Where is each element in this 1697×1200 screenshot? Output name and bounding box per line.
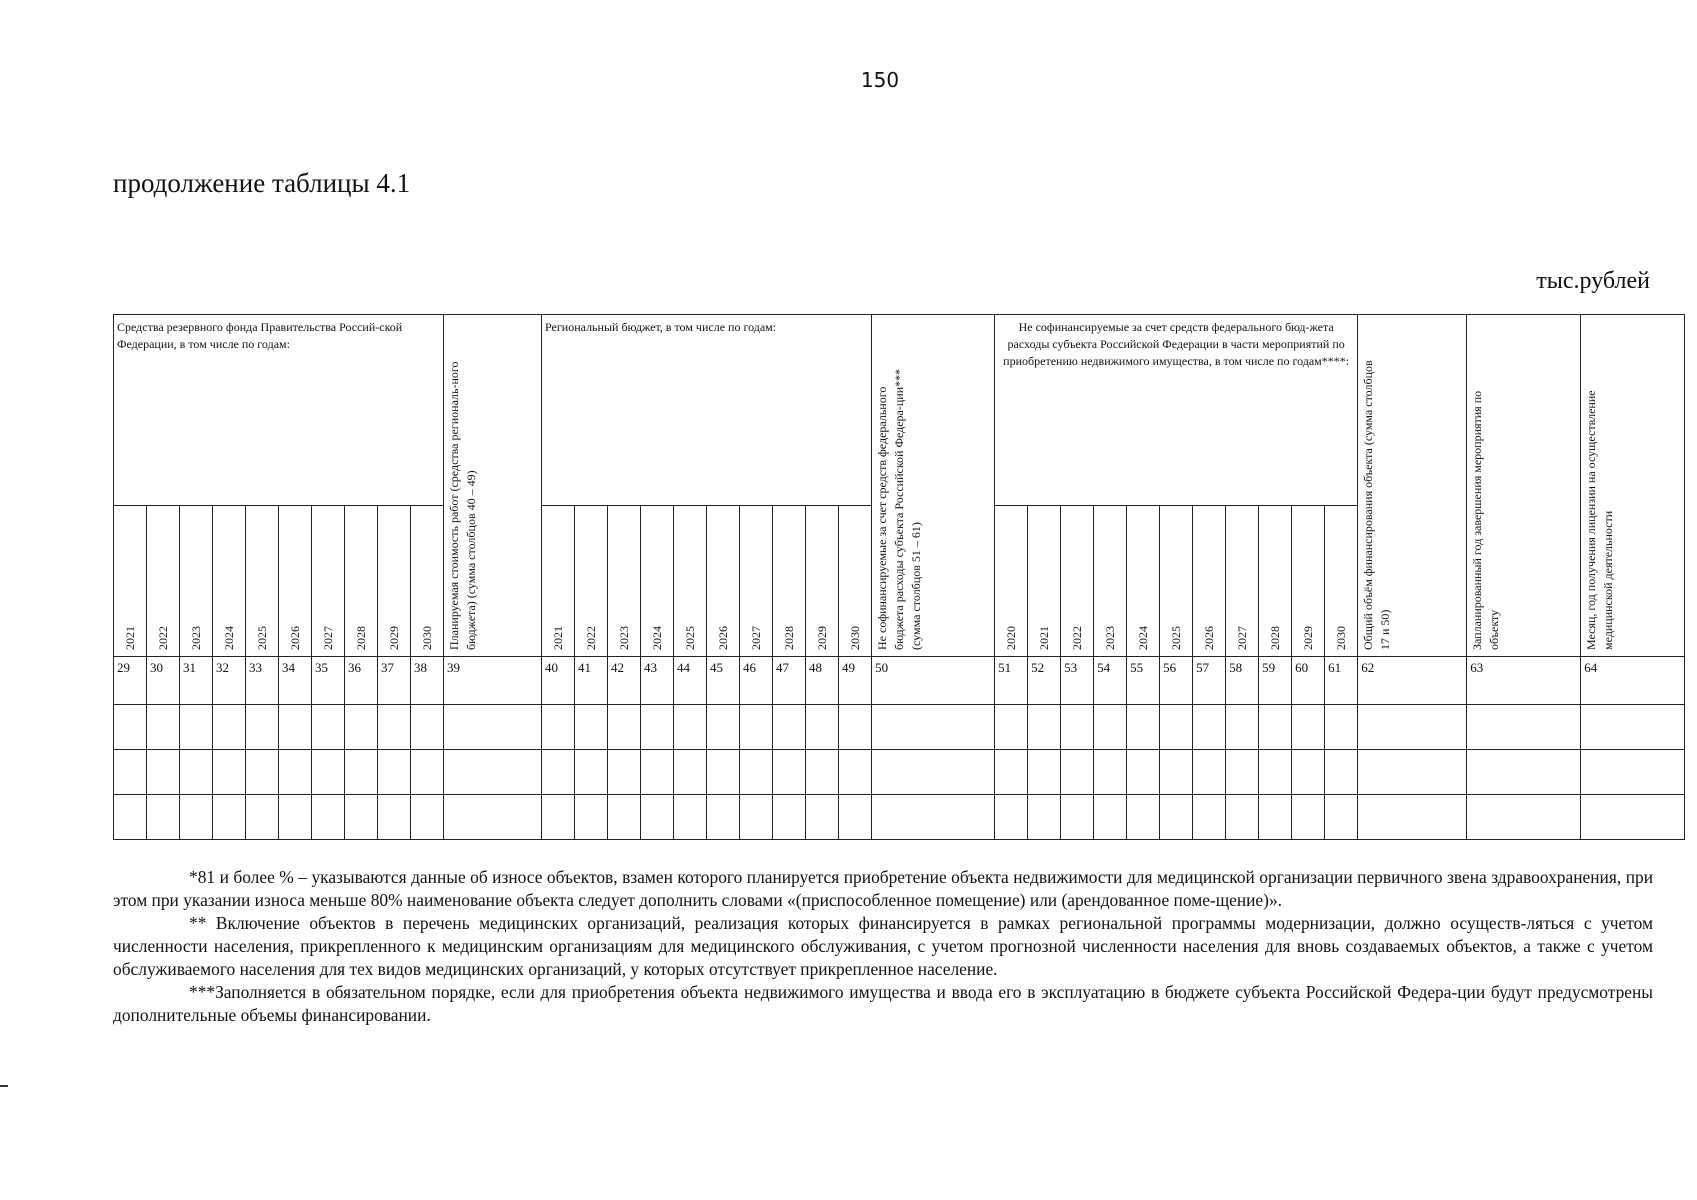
table-cell [1467, 750, 1581, 795]
not-cofinanced-year-label: 2025 [1168, 626, 1183, 650]
table-cell [1061, 750, 1094, 795]
table-cell [1094, 795, 1127, 840]
column-number-cell: 51 [995, 657, 1028, 705]
table-cell [180, 750, 213, 795]
column-number-cell: 55 [1127, 657, 1160, 705]
reserve-year-cell [246, 506, 279, 657]
column-number-cell: 42 [608, 657, 641, 705]
table-cell [1193, 750, 1226, 795]
not-cofinanced-year-cell [1259, 506, 1292, 657]
table-cell [839, 750, 872, 795]
not-cofinanced-year-cell [1325, 506, 1358, 657]
regional-year-cell [542, 506, 575, 657]
table-cell [1028, 750, 1061, 795]
table-cell [246, 705, 279, 750]
reserve-year-cell [279, 506, 312, 657]
page-number: 150 [860, 68, 900, 92]
table-cell [246, 750, 279, 795]
table-cell [707, 705, 740, 750]
not-cofinanced-year-label: 2026 [1201, 626, 1216, 650]
not-cofinanced-year-label: 2021 [1036, 626, 1051, 650]
table-cell [542, 750, 575, 795]
not-cofinanced-year-label: 2024 [1135, 626, 1150, 650]
completion-year-header-text: Запланированный год завершения мероприятия по объекту [1470, 390, 1502, 650]
table-cell [1358, 750, 1467, 795]
table-cell [1259, 705, 1292, 750]
column-number-cell: 58 [1226, 657, 1259, 705]
table-cell [1193, 705, 1226, 750]
column-number-cell: 47 [773, 657, 806, 705]
column-number-cell: 59 [1259, 657, 1292, 705]
column-number-cell: 38 [411, 657, 444, 705]
column-number-cell: 35 [312, 657, 345, 705]
column-number-cell: 56 [1160, 657, 1193, 705]
table-cell [1292, 705, 1325, 750]
regional-year-cell [806, 506, 839, 657]
table-cell [213, 750, 246, 795]
reserve-year-cell [114, 506, 147, 657]
reserve-year-cell [312, 506, 345, 657]
table-cell [213, 705, 246, 750]
table-cell [1325, 705, 1358, 750]
table-cell [1061, 705, 1094, 750]
column-number-cell: 31 [180, 657, 213, 705]
table-cell [575, 795, 608, 840]
not-cofinanced-year-label: 2030 [1333, 626, 1348, 650]
license-header [1581, 315, 1685, 657]
table-cell [147, 705, 180, 750]
reserve-year-label: 2029 [386, 626, 401, 650]
table-cell [279, 705, 312, 750]
table-cell [872, 705, 995, 750]
table-cell [872, 795, 995, 840]
table-cell [1581, 795, 1685, 840]
table-row [114, 795, 1685, 840]
table-cell [995, 750, 1028, 795]
table-cell [411, 705, 444, 750]
table-cell [773, 750, 806, 795]
table-cell [1358, 705, 1467, 750]
table-cell [1259, 750, 1292, 795]
table-cell [1160, 750, 1193, 795]
table-cell [707, 750, 740, 795]
column-number-cell: 50 [872, 657, 995, 705]
table-row [114, 750, 1685, 795]
table-cell [1094, 750, 1127, 795]
table-row [114, 705, 1685, 750]
not-cofinanced-total-header-text: Не софинансируемые за счет средств федерального бюджета расходы субъекта Российской Федера-ции*** (сумма столбцов 51 – 61) [875, 368, 924, 650]
column-number-cell: 52 [1028, 657, 1061, 705]
regional-year-label: 2029 [814, 626, 829, 650]
regional-budget-header [542, 315, 872, 506]
table-cell [444, 750, 542, 795]
not-cofinanced-year-label: 2020 [1003, 626, 1018, 650]
table-cell [839, 795, 872, 840]
table-cell [1292, 750, 1325, 795]
column-number-cell: 64 [1581, 657, 1685, 705]
column-number-cell: 30 [147, 657, 180, 705]
not-cofinanced-year-cell [1028, 506, 1061, 657]
column-number-cell: 37 [378, 657, 411, 705]
table-cell [345, 795, 378, 840]
not-cofinanced-year-label: 2027 [1234, 626, 1249, 650]
reserve-year-label: 2024 [221, 626, 236, 650]
column-number-cell: 34 [279, 657, 312, 705]
table-cell [279, 795, 312, 840]
not-cofinanced-years-header [995, 315, 1358, 506]
not-cofinanced-year-cell [1127, 506, 1160, 657]
not-cofinanced-year-label: 2022 [1069, 626, 1084, 650]
table-cell [608, 705, 641, 750]
reserve-year-cell [213, 506, 246, 657]
not-cofinanced-years-header-text: Не софинансируемые за счет средств федерального бюд-жета расходы субъекта Российской Федерации в части мероприятий по приобретению недвижимого имущества, в том числе по годам****: [1003, 320, 1350, 368]
table-cell [279, 750, 312, 795]
table-cell [674, 795, 707, 840]
reserve-year-label: 2030 [419, 626, 434, 650]
regional-year-cell [575, 506, 608, 657]
column-number-cell: 40 [542, 657, 575, 705]
table-cell [1259, 795, 1292, 840]
table-cell [378, 705, 411, 750]
units-label: тыс.рублей [1536, 268, 1650, 294]
table-cell [707, 795, 740, 840]
table-cell [1226, 795, 1259, 840]
table-cell [1127, 750, 1160, 795]
table-cell [444, 795, 542, 840]
table-cell [1127, 705, 1160, 750]
regional-year-label: 2024 [649, 626, 664, 650]
table-cell [1226, 750, 1259, 795]
table-cell [773, 705, 806, 750]
regional-year-cell [839, 506, 872, 657]
regional-year-label: 2022 [583, 626, 598, 650]
column-number-cell: 46 [740, 657, 773, 705]
regional-year-label: 2027 [748, 626, 763, 650]
reserve-year-label: 2025 [254, 626, 269, 650]
table-cell [345, 705, 378, 750]
table-cell [674, 705, 707, 750]
column-number-cell: 60 [1292, 657, 1325, 705]
regional-year-cell [740, 506, 773, 657]
column-number-cell: 57 [1193, 657, 1226, 705]
table-cell [839, 705, 872, 750]
footnote-1: *81 и более % – указываются данные об износе объектов, взамен которого планируется приобретение объекта недвижимости для медицинской организации первичного звена здравоохранения, при этом при указании износа меньше 80% наименование объекта следует дополнить словами «(приспособленное помещение) или (арендованное поме-щение)». [113, 867, 1653, 910]
table-cell [1127, 795, 1160, 840]
table-cell [213, 795, 246, 840]
regional-year-label: 2025 [682, 626, 697, 650]
table-cell [542, 795, 575, 840]
license-header-text: Месяц, год получения лицензии на осуществление медицинской деятельности [1584, 390, 1616, 650]
regional-year-cell [707, 506, 740, 657]
not-cofinanced-year-cell [1094, 506, 1127, 657]
not-cofinanced-year-label: 2029 [1300, 626, 1315, 650]
table-cell [378, 750, 411, 795]
table-cell [542, 705, 575, 750]
table-cell [1094, 705, 1127, 750]
column-number-cell: 53 [1061, 657, 1094, 705]
reserve-year-cell [345, 506, 378, 657]
regional-year-label: 2023 [616, 626, 631, 650]
not-cofinanced-year-cell [1292, 506, 1325, 657]
table-cell [180, 795, 213, 840]
not-cofinanced-year-cell [995, 506, 1028, 657]
table-cell [806, 795, 839, 840]
table-cell [740, 705, 773, 750]
column-number-cell: 49 [839, 657, 872, 705]
table-cell [641, 750, 674, 795]
reserve-year-cell [411, 506, 444, 657]
regional-year-cell [773, 506, 806, 657]
table-cell [114, 795, 147, 840]
table-cell [1581, 705, 1685, 750]
table-cell [246, 795, 279, 840]
reserve-year-label: 2027 [320, 626, 335, 650]
column-number-cell: 41 [575, 657, 608, 705]
table-cell [1160, 795, 1193, 840]
planned-cost-header-text: Планируемая стоимость работ (средства региональ-ного бюджета) (сумма столбцов 40 – 49) [447, 361, 479, 650]
column-number-cell: 36 [345, 657, 378, 705]
table-cell [147, 795, 180, 840]
column-number-cell: 39 [444, 657, 542, 705]
table-cell [608, 750, 641, 795]
table-cell [1226, 705, 1259, 750]
table-cell [995, 705, 1028, 750]
table-cell [1028, 705, 1061, 750]
table-cell [345, 750, 378, 795]
regional-year-label: 2028 [781, 626, 796, 650]
column-number-cell: 61 [1325, 657, 1358, 705]
column-number-cell: 33 [246, 657, 279, 705]
table-cell [1292, 795, 1325, 840]
column-number-cell: 54 [1094, 657, 1127, 705]
table-cell [1061, 795, 1094, 840]
table-cell [1581, 750, 1685, 795]
table-cell [806, 750, 839, 795]
table-cell [114, 750, 147, 795]
reserve-year-cell [378, 506, 411, 657]
column-number-cell: 29 [114, 657, 147, 705]
table-cell [641, 705, 674, 750]
table-cell [1193, 795, 1226, 840]
reserve-fund-header-text: Средства резервного фонда Правительства Россий-ской Федерации, в том числе по годам: [117, 320, 403, 351]
total-volume-header-text: Общий объём финансирования объекта (сумма столбцов 17 и 50) [1361, 360, 1393, 650]
table-cell [312, 750, 345, 795]
table-caption: продолжение таблицы 4.1 [113, 168, 411, 198]
reserve-year-cell [147, 506, 180, 657]
reserve-year-label: 2021 [122, 626, 137, 650]
regional-year-cell [608, 506, 641, 657]
table-cell [575, 705, 608, 750]
regional-year-cell [674, 506, 707, 657]
table-cell [641, 795, 674, 840]
table-cell [147, 750, 180, 795]
regional-year-cell [641, 506, 674, 657]
reserve-year-label: 2028 [353, 626, 368, 650]
regional-budget-header-text: Региональный бюджет, в том числе по годам: [545, 320, 777, 334]
table-cell [312, 795, 345, 840]
table-cell [608, 795, 641, 840]
table-cell [575, 750, 608, 795]
footnotes [113, 866, 1653, 1027]
margin-mark [0, 1085, 8, 1087]
table-cell [995, 795, 1028, 840]
column-number-cell: 32 [213, 657, 246, 705]
planned-cost-header [444, 315, 542, 657]
completion-year-header [1467, 315, 1581, 657]
not-cofinanced-year-cell [1193, 506, 1226, 657]
not-cofinanced-year-label: 2023 [1102, 626, 1117, 650]
table-cell [1325, 795, 1358, 840]
footnote-2: ** Включение объектов в перечень медицинских организаций, реализация которых финансируется в рамках региональной программы модернизации, должно осуществ-ляться с учетом численности населения, прикрепленного к медицинским организациям для медицинского обслуживания, с учетом прогнозной численности населения для вновь создаваемых объектов, а также с учетом обслуживаемого населения для тех видов медицинских организаций, у которых отсутствует прикрепленное население. [113, 913, 1653, 979]
table-cell [740, 750, 773, 795]
not-cofinanced-year-label: 2028 [1267, 626, 1282, 650]
not-cofinanced-year-cell [1160, 506, 1193, 657]
regional-year-label: 2026 [715, 626, 730, 650]
table-cell [180, 705, 213, 750]
column-number-cell: 44 [674, 657, 707, 705]
total-volume-header [1358, 315, 1467, 657]
financing-table [113, 314, 1685, 840]
table-cell [378, 795, 411, 840]
table-cell [806, 705, 839, 750]
reserve-year-cell [180, 506, 213, 657]
table-cell [411, 795, 444, 840]
table-cell [1467, 795, 1581, 840]
column-number-cell: 63 [1467, 657, 1581, 705]
reserve-year-label: 2026 [287, 626, 302, 650]
table-cell [444, 705, 542, 750]
table-cell [411, 750, 444, 795]
table-cell [740, 795, 773, 840]
table-cell [872, 750, 995, 795]
column-number-cell: 62 [1358, 657, 1467, 705]
regional-year-label: 2021 [550, 626, 565, 650]
table-cell [312, 705, 345, 750]
table-cell [1358, 795, 1467, 840]
not-cofinanced-year-cell [1061, 506, 1094, 657]
column-number-cell: 45 [707, 657, 740, 705]
table-cell [1160, 705, 1193, 750]
table-cell [1467, 705, 1581, 750]
not-cofinanced-total-header [872, 315, 995, 657]
column-number-cell: 43 [641, 657, 674, 705]
not-cofinanced-year-cell [1226, 506, 1259, 657]
table-cell [1028, 795, 1061, 840]
footnote-3: ***Заполняется в обязательном порядке, если для приобретения объекта недвижимого имущества и ввода его в эксплуатацию в бюджете субъекта Российской Федера-ции будут предусмотрены дополнительные объемы финансировании. [113, 982, 1653, 1025]
reserve-year-label: 2022 [155, 626, 170, 650]
reserve-fund-header [114, 315, 444, 506]
table-cell [773, 795, 806, 840]
reserve-year-label: 2023 [188, 626, 203, 650]
table-cell [114, 705, 147, 750]
table-cell [1325, 750, 1358, 795]
column-number-cell: 48 [806, 657, 839, 705]
table-cell [674, 750, 707, 795]
regional-year-label: 2030 [847, 626, 862, 650]
